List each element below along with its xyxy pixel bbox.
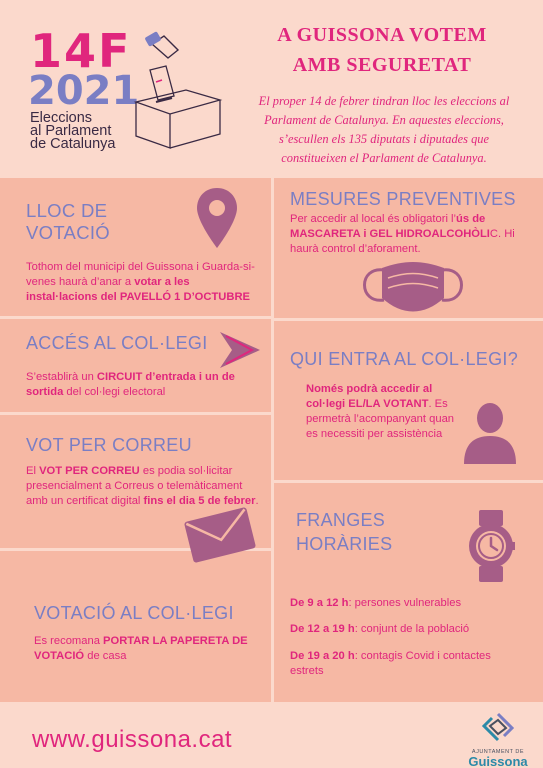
- logo-date-2021: 2021: [28, 68, 140, 114]
- section-title-mesures: MESURES PREVENTIVES: [290, 189, 516, 209]
- info-grid: [0, 178, 543, 702]
- logo-subtitle: Eleccions al Parlament de Catalunya: [30, 110, 116, 152]
- logo-date-14f: 14F: [30, 24, 132, 78]
- ajuntament-name: Guissona: [468, 754, 528, 768]
- section-title-acces: ACCÉS AL COL·LEGI: [26, 333, 208, 353]
- header: [0, 0, 543, 178]
- section-title-correu: VOT PER CORREU: [26, 435, 192, 455]
- main-title: A GUISSONA VOTEM AMB SEGURETAT: [277, 24, 487, 76]
- franges-row-3: De 19 a 20 h: contagis Covid i contactes estrets: [290, 650, 491, 677]
- franges-row-1: De 9 a 12 h: persones vulnerables: [290, 597, 462, 609]
- divider: [0, 316, 271, 319]
- section-title-lloc: LLOC DE VOTACIÓ: [26, 200, 110, 243]
- mesures-text: Per accedir al local és obligatori l’ús de MASCARETA i GEL HIDROALCOHÒLIC. Hi haurà control d’aforament.: [290, 213, 515, 255]
- acces-text: S’establirà un CIRCUIT d’entrada i un de sortida del col·legi electoral: [26, 371, 235, 398]
- location-pin-icon: [194, 186, 240, 250]
- website-link[interactable]: www.guissona.cat: [32, 726, 233, 753]
- section-title-qui: QUI ENTRA AL COL·LEGI?: [290, 349, 519, 369]
- divider: [274, 480, 543, 483]
- ballot-box-icon: [128, 30, 228, 150]
- vertical-divider: [271, 178, 274, 702]
- footer: [0, 702, 543, 768]
- intro-text: El proper 14 de febrer tindran lloc les eleccions al Parlament de Catalunya. En aquestes eleccions, s’escullen els 135 diputats i diputades que constitueixen el Parlament de Catalunya.: [258, 94, 510, 165]
- correu-text: El VOT PER CORREU es podia sol·licitar presencialment a Correus o telemàticament amb un certificat digital fins el dia 5 de febrer.: [26, 465, 259, 507]
- arrow-right-icon: [218, 330, 262, 370]
- watch-icon: [466, 508, 516, 584]
- section-title-votacio: VOTACIÓ AL COL·LEGI: [34, 603, 234, 623]
- envelope-icon: [180, 504, 260, 566]
- section-title-franges: FRANGES HORÀRIES: [296, 510, 393, 554]
- person-icon: [462, 400, 518, 466]
- votacio-text: Es recomana PORTAR LA PAPERETA DE VOTACIÓ de casa: [34, 635, 248, 662]
- ajuntament-label: AJUNTAMENT DE: [471, 749, 525, 755]
- lloc-text: Tothom del municipi del Guissona i Guarda-si-venes haurà d’anar a votar a les instal·lacions del PAVELLÓ 1 D’OCTUBRE: [26, 261, 255, 303]
- guissona-logo-icon: [482, 712, 514, 742]
- qui-text: Només podrà accedir al col·legi EL/LA VOTANT. Es permetrà l’acompanyant quan es necessiti per assistència: [306, 383, 455, 440]
- franges-row-2: De 12 a 19 h: conjunt de la població: [290, 623, 470, 635]
- divider: [0, 412, 271, 415]
- ajuntament-logo: [462, 712, 534, 768]
- face-mask-icon: [354, 260, 472, 320]
